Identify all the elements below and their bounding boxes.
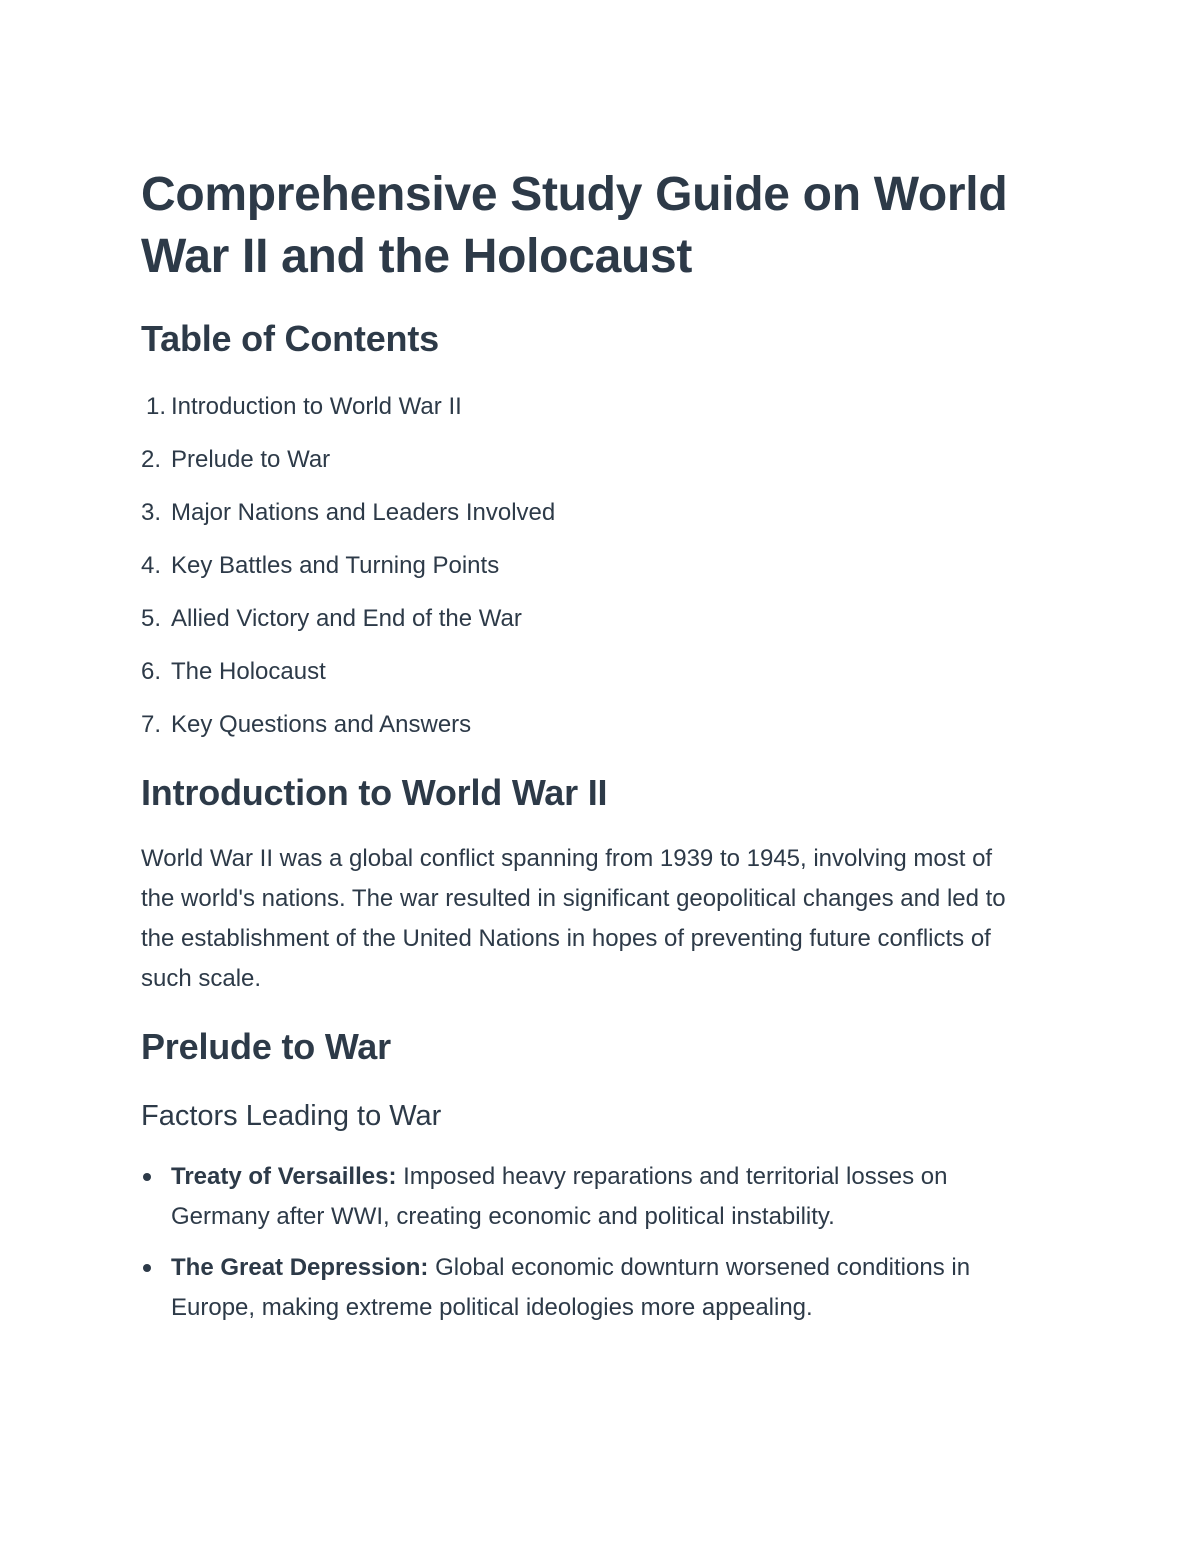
factors-list <box>141 1157 1041 1339</box>
section-heading-prelude: Prelude to War <box>141 1026 391 1067</box>
toc-item-number: 5. <box>141 605 162 632</box>
toc-item-prelude[interactable] <box>141 437 555 490</box>
toc-item-number: 2. <box>141 446 162 473</box>
toc-item-key-battles[interactable] <box>141 543 555 596</box>
bullet-text: Imposed heavy reparations and territorial losses on Germany after WWI, creating economic and political instability. <box>171 1163 948 1230</box>
intro-paragraph: World War II was a global conflict spanning from 1939 to 1945, involving most of the world's nations. The war resulted in significant geopolitical changes and led to the establishment of the United Nations in hopes of preventing future conflicts of such scale. <box>141 845 1006 992</box>
toc-item-number: 3. <box>141 499 162 526</box>
bullet-term: Treaty of Versailles: <box>171 1163 397 1190</box>
toc-heading: Table of Contents <box>141 318 439 359</box>
toc-item-label: The Holocaust <box>171 658 326 685</box>
bullet-icon <box>143 1264 151 1272</box>
toc-item-holocaust[interactable] <box>141 649 555 702</box>
toc-item-label: Major Nations and Leaders Involved <box>171 499 556 526</box>
toc-item-label: Allied Victory and End of the War <box>171 605 522 632</box>
toc-item-allied-victory[interactable] <box>141 596 555 649</box>
bullet-text: Global economic downturn worsened conditions in Europe, making extreme political ideologies more appealing. <box>171 1254 971 1321</box>
toc-item-label: Introduction to World War II <box>171 393 462 420</box>
bullet-term: The Great Depression: <box>171 1254 429 1281</box>
list-item <box>141 1248 1041 1328</box>
toc-item-number: 6. <box>141 658 162 685</box>
section-heading-introduction: Introduction to World War II <box>141 772 608 813</box>
table-of-contents <box>141 384 555 755</box>
toc-item-number: 1. <box>146 393 167 420</box>
toc-item-nations-leaders[interactable] <box>141 490 555 543</box>
toc-item-label: Key Questions and Answers <box>171 711 472 738</box>
toc-item-label: Prelude to War <box>171 446 331 473</box>
toc-item-number: 4. <box>141 552 162 579</box>
document-title: Comprehensive Study Guide on World War II and the Holocaust <box>141 168 1008 283</box>
toc-item-number: 7. <box>141 711 162 738</box>
toc-item-introduction[interactable] <box>141 384 555 437</box>
list-item <box>141 1157 1041 1237</box>
toc-item-questions-answers[interactable] <box>141 702 555 755</box>
toc-item-label: Key Battles and Turning Points <box>171 552 500 579</box>
bullet-icon <box>143 1173 151 1181</box>
subheading-factors: Factors Leading to War <box>141 1100 442 1132</box>
